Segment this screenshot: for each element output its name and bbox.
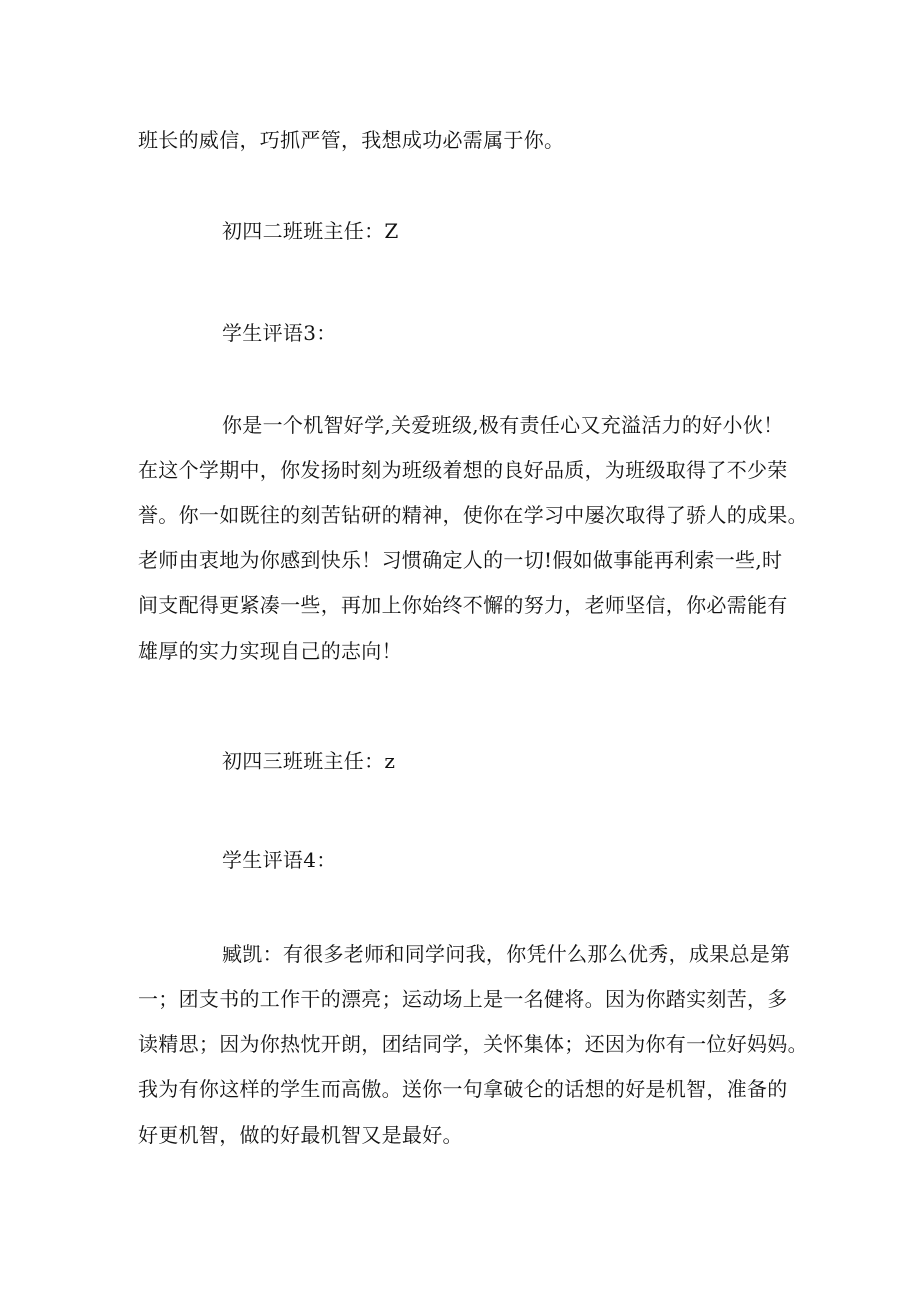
comment-heading-3: 学生评语3： xyxy=(222,321,337,345)
comment-heading-4: 学生评语4： xyxy=(222,848,337,872)
teacher-signature-class-2: 初四二班班主任：Z xyxy=(222,219,399,243)
comment-3-line-5: 间支配得更紧凑一些，再加上你始终不懈的努力，老师坚信，你必需能有 xyxy=(138,593,788,617)
comment-4-line-1: 臧凯：有很多老师和同学问我，你凭什么那么优秀，成果总是第 xyxy=(222,942,791,966)
comment-4-line-4: 我为有你这样的学生而高傲。送你一句拿破仑的话想的好是机智，准备的 xyxy=(138,1077,788,1101)
teacher-signature-class-3: 初四三班班主任：z xyxy=(222,749,396,773)
comment-3-line-3: 誉。你一如既往的刻苦钻研的精神，使你在学习中屡次取得了骄人的成果。 xyxy=(138,503,808,527)
paragraph-continuation-line: 班长的威信，巧抓严管，我想成功必需属于你。 xyxy=(138,128,565,152)
comment-4-line-5: 好更机智，做的好最机智又是最好。 xyxy=(138,1123,463,1147)
comment-3-line-6: 雄厚的实力实现自己的志向！ xyxy=(138,639,402,663)
comment-3-line-2: 在这个学期中，你发扬时刻为班级着想的良好品质，为班级取得了不少荣 xyxy=(138,458,788,482)
comment-4-line-3: 读精思；因为你热忱开朗，团结同学，关怀集体；还因为你有一位好妈妈。 xyxy=(138,1032,808,1056)
comment-3-line-4: 老师由衷地为你感到快乐！习惯确定人的一切!假如做事能再利索一些,时 xyxy=(138,548,783,572)
comment-3-line-1: 你是一个机智好学,关爱班级,极有责任心又充溢活力的好小伙！ xyxy=(222,413,784,437)
comment-4-line-2: 一；团支书的工作干的漂亮；运动场上是一名健将。因为你踏实刻苦，多 xyxy=(138,987,788,1011)
